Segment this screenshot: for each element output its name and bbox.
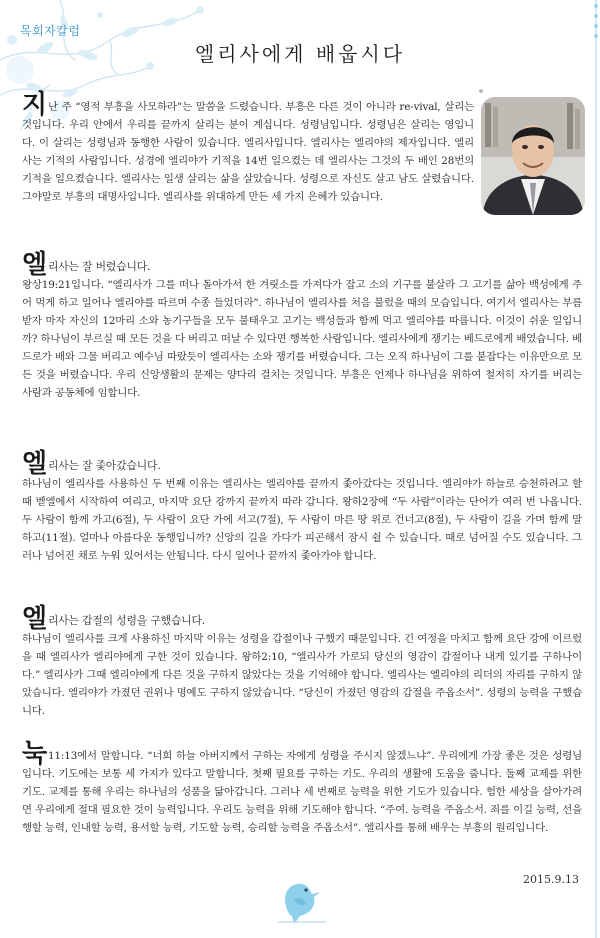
bird-icon [268,866,332,930]
section-heading: 리사는 잘 버렸습니다. [47,260,151,273]
section-4 [22,739,582,837]
section-heading: 리사는 갑절의 성령을 구했습니다. [47,614,206,627]
drop-cap: 엘 [22,250,47,280]
paragraph-text: 11:13에서 말합니다. “너희 하늘 아버지께서 구하는 자에게 성령을 주시지 않겠느냐”. 우리에게 가장 좋은 것은 성령님입니다. 기도에는 보통 세 가지가 있다고 말합니다. 첫째 필요를 구하는 기도. 우리의 생활에 도움을 줍니다. 둘째 교제를 위한 기도. 교제를 통해 우리는 하나님의 성품을 닮아갑니다. 그러나 세 번째로 능력을 위한 기도가 있습니다. 험한 세상을 살아가려면 우리에게 절대 필요한 것이 능력입니다. 우리도 능력을 위해 기도해야 합니다. “주여. 능력을 주옵소서. 죄를 이길 능력, 선을 행할 능력, 인내할 능력, 용서할 능력, 기도할 능력, 승리할 능력을 주옵소서”. 엘리사를 통해 배우는 부흥의 원리입니다. [22,750,582,834]
paragraph-text: 하나님이 엘리사를 크게 사용하신 마지막 이유는 성령을 갑절이나 구했기 때문입니다. 긴 여정을 마치고 함께 요단 강에 이르렀을 때 엘리사가 엘리야에게 구한 것이 있습니다. 왕하2:10, “엘리사가 가로되 당신의 영감이 갑절이나 내게 있기를 구하나이다.” 엘리사가 그때 엘리야에게 다른 것을 구하지 않았다는 것을 기억해야 합니다. 엘리사는 엘리야의 리더의 자리를 구하지 않았습니다. 엘리야가 가졌던 권위나 명예도 구하지 않았습니다. “당신이 가졌던 영감의 갑절을 주옵소서”. 성령의 능력을 구했습니다. [22,633,582,717]
paragraph-text: 왕상19:21입니다. “엘리사가 그를 떠나 돌아가서 한 겨릿소를 가져다가 잡고 소의 기구를 불살라 그 고기를 삶아 백성에게 주어 먹게 하고 일어나 엘리야를 따르며 수종 들었더라”. 하나님이 엘리사를 처음 불렀을 때의 모습입니다. 여기서 엘리사는 부름 받자 마자 자신의 12마리 소와 농기구들을 모두 불태우고 고기는 백성들과 함께 먹고 엘리야를 따릅니다. 이것이 쉬운 일입니까? 하나님이 부르실 때 모든 것을 다 버리고 떠날 수 있다면 행복한 사람입니다. 엘리사에게 쟁기는 베드로에게 배였습니다. 베드로가 배와 그물 버리고 예수님 따랐듯이 엘리사는 소와 쟁기를 버렸습니다. 그는 오직 하나님이 그를 붙잡다는 이유만으로 모든 것을 버렸습니다. 우리 신앙생활의 문제는 양다리 걸치는 것입니다. 부흥은 언제나 하나님을 위하여 철저히 자기를 버리는 사람과 공동체에 임합니다. [22,279,582,399]
page-title: 엘리사에게 배웁시다 [194,42,406,66]
section-3 [22,604,582,720]
edge-dots-decoration [592,0,600,60]
page-edge-line [595,0,597,938]
section-2 [22,449,582,565]
drop-cap: 눅 [22,739,47,769]
intro-paragraph [22,90,474,206]
author-portrait [481,97,585,215]
drop-cap: 엘 [22,449,47,479]
publication-date: 2015.9.13 [523,873,579,886]
ornament-icon [476,86,486,96]
drop-cap: 지 [22,90,47,120]
section-heading: 리사는 잘 좇아갔습니다. [47,459,161,472]
paragraph-text: 난 주 “영적 부흥을 사모하라”는 말씀을 드렸습니다. 부흥은 다른 것이 아니라 re-vival, 살리는 것입니다. 우리 안에서 우리를 끝까지 살리는 분이 계십니다. 성령님입니다. 성령님은 살리는 영입니다. 이 살리는 성령님과 동행한 사람이 있습니다. 엘리사입니다. 엘리사는 엘리야의 제자입니다. 엘리사는 기적의 사람입니다. 성경에 엘리야가 기적을 14번 일으켰는 데 엘리사는 그것의 두 배인 28번의 기적을 일으켰습니다. 엘리사는 일생 살리는 삶을 살았습니다. 성령으로 자신도 살고 남도 살렸습니다. 그야말로 부흥의 대명사입니다. 엘리사를 위대하게 만든 세 가지 은혜가 있습니다. [22,101,474,203]
paragraph-text: 하나님이 엘리사를 사용하신 두 번째 이유는 엘리사는 엘리야를 끝까지 좇아갔다는 것입니다. 엘리야가 하늘로 승천하려고 할 때 벧엘에서 시작하여 여리고, 마지막 요단 강까지 끝까지 따라 갑니다. 왕하2장에 “두 사람”이라는 단어가 여러 번 나옵니다. 두 사람이 함께 가고(6절), 두 사람이 요단 가에 서고(7절), 두 사람이 마른 땅 위로 건너고(8절), 두 사람이 길을 가며 함께 말하고(11절). 얼마나 아름다운 동행입니까? 신앙의 길을 가다가 피곤해서 잠시 쉴 수 있습니다. 때로 넘어질 수도 있습니다. 그러나 넘어진 채로 누워 있어서는 안됩니다. 다시 일어나 끝까지 좇아가야 합니다. [22,478,582,562]
section-1 [22,250,582,402]
column-section-label: 목회자칼럼 [20,24,81,38]
portrait-image [481,97,585,215]
drop-cap: 엘 [22,604,47,634]
